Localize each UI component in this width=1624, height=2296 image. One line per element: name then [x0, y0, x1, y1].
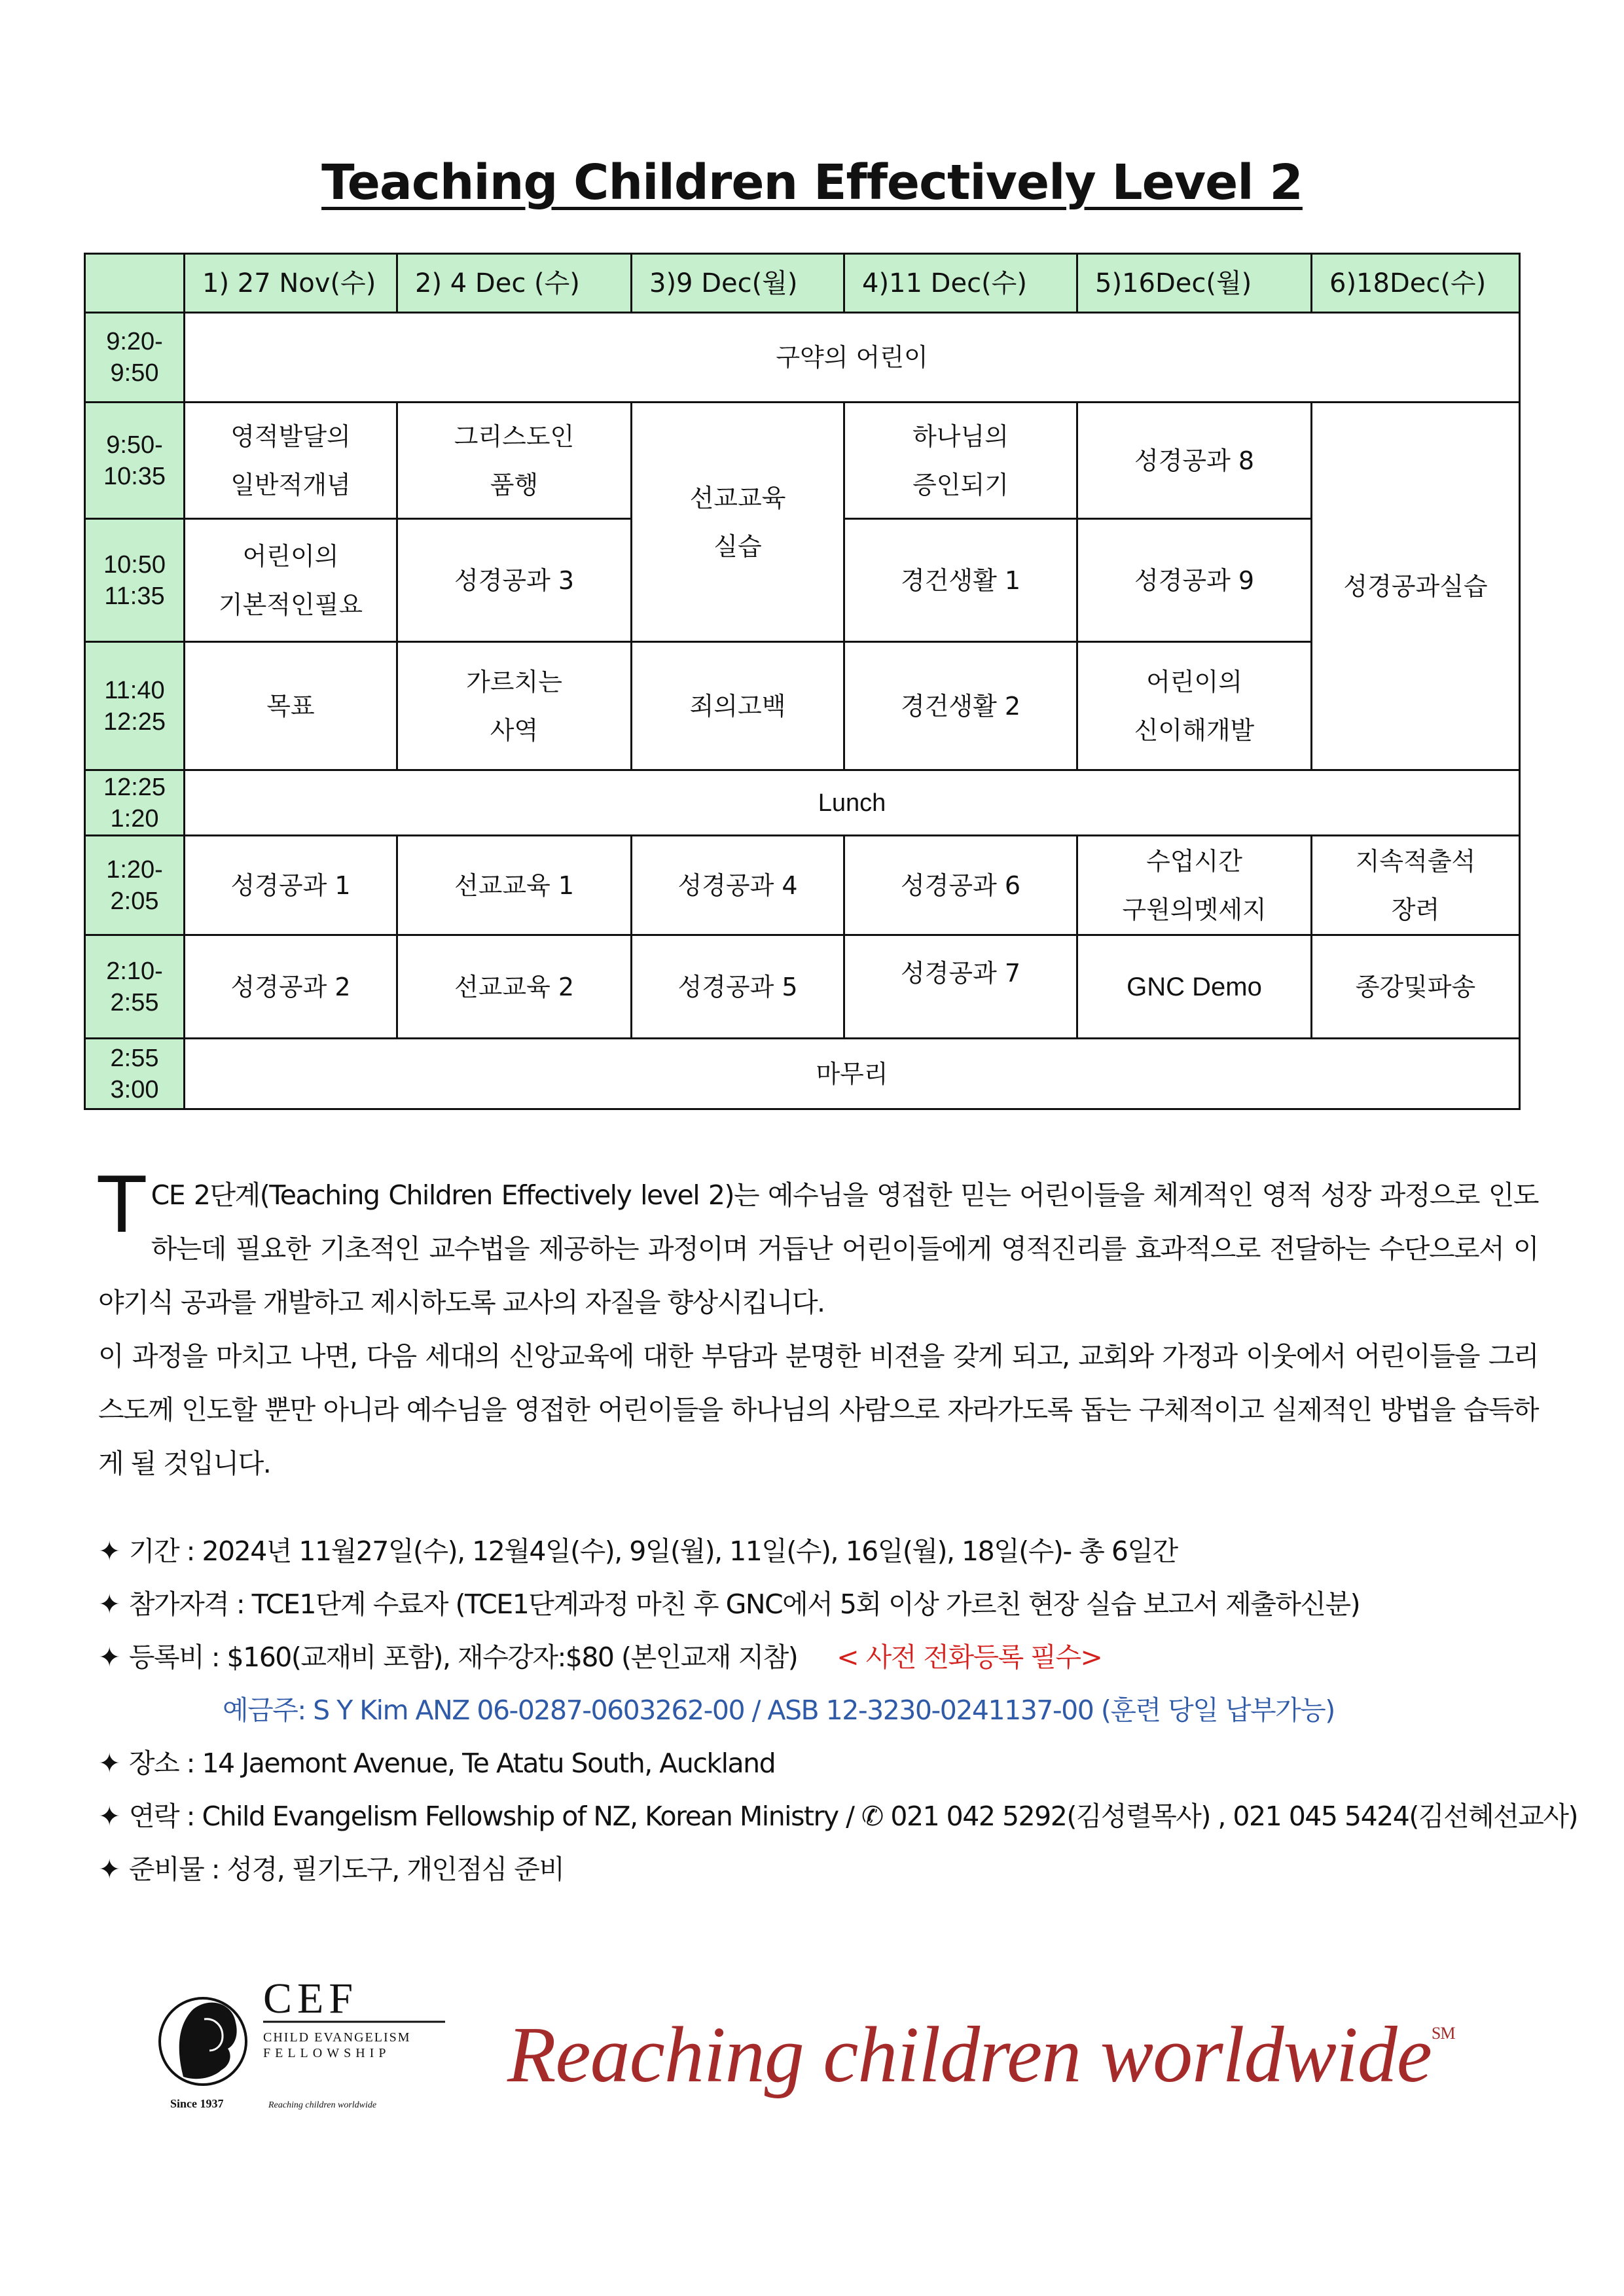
info-text: 연락 : Child Evangelism Fellowship of NZ, Korean Ministry / ✆ 021 042 5292(김성렬목사) , 021 045 5424(김선혜선교사): [128, 1801, 1578, 1832]
slogan: [507, 2009, 1455, 2101]
session-cell: 성경공과 1: [185, 836, 397, 935]
star-bullet-icon: ✦: [98, 1748, 120, 1779]
session-cell: 종강및파송: [1312, 935, 1520, 1039]
day-header: 6)18Dec(수): [1312, 254, 1520, 313]
page-title: Teaching Children Effectively Level 2: [321, 154, 1303, 211]
day-header: 2) 4 Dec (수): [397, 254, 632, 313]
star-bullet-icon: ✦: [98, 1854, 120, 1885]
time-cell: 1:20- 2:05: [85, 836, 185, 935]
time-cell: 9:20- 9:50: [85, 313, 185, 403]
info-text: 참가자격 : TCE1단계 수료자 (TCE1단계과정 마친 후 GNC에서 5회 이상 가르친 현장 실습 보고서 제출하신분): [128, 1588, 1360, 1620]
session-cell: 성경공과 9: [1077, 519, 1312, 642]
star-bullet-icon: ✦: [98, 1535, 120, 1567]
star-bullet-icon: ✦: [98, 1641, 120, 1673]
session-cell: 성경공과 5: [632, 935, 844, 1039]
session-cell: 가르치는 사역: [397, 642, 632, 770]
registration-note: < 사전 전화등록 필수>: [837, 1641, 1102, 1673]
session-cell: GNC Demo: [1077, 935, 1312, 1039]
day-header: 4)11 Dec(수): [844, 254, 1077, 313]
closing-cell: 마무리: [185, 1039, 1520, 1109]
schedule-row: [85, 770, 1520, 836]
schedule-row: [85, 935, 1520, 1039]
info-item-period: [98, 1525, 1538, 1578]
description-paragraph: 이 과정을 마치고 나면, 다음 세대의 신앙교육에 대한 부담과 분명한 비젼을 갖게 되고, 교회와 가정과 이웃에서 어린이들을 그리스도께 인도할 뿐만 아니라 예수님을 영접한 어린이들을 하나님의 사람으로 자라가도록 돕는 구체적이고 실제적인 방법을 습득하게 될 것입니다.: [98, 1340, 1538, 1479]
cef-logo: [157, 1973, 458, 2124]
description-text: CE 2단계(Teaching Children Effectively level 2)는 예수님을 영접한 믿는 어린이들을 체계적인 영적 성장 과정으로 인도하는데 필요한 기초적인 교수법을 제공하는 과정이며 거듭난 어린이들에게 영적진리를 효과적으로 전달하는 수단으로서 이야기식 공과를 개발하고 제시하도록 교사의 자질을 향상시킵니다.: [98, 1179, 1538, 1318]
schedule-row: [85, 642, 1520, 770]
info-item-place: [98, 1737, 1538, 1790]
session-cell: 선교교육 2: [397, 935, 632, 1039]
session-cell: 성경공과 4: [632, 836, 844, 935]
slogan-text: Reaching children worldwide: [507, 2011, 1432, 2099]
star-bullet-icon: ✦: [98, 1588, 120, 1620]
day-header: 1) 27 Nov(수): [185, 254, 397, 313]
session-cell: 성경공과 6: [844, 836, 1077, 935]
corner-cell: [85, 254, 185, 313]
day-header: 3)9 Dec(월): [632, 254, 844, 313]
star-bullet-icon: ✦: [98, 1801, 120, 1832]
lunch-cell: Lunch: [185, 770, 1520, 836]
drop-cap: T: [98, 1160, 145, 1250]
session-cell: 영적발달의 일반적개념: [185, 403, 397, 519]
info-text: 장소 : 14 Jaemont Avenue, Te Atatu South, Auckland: [128, 1748, 776, 1779]
session-cell: 그리스도인 품행: [397, 403, 632, 519]
session-cell: 죄의고백: [632, 642, 844, 770]
info-item-supplies: [98, 1843, 1538, 1896]
schedule-header-row: [85, 254, 1520, 313]
info-item-contact: [98, 1790, 1578, 1843]
course-description: [98, 1160, 1538, 1490]
logo-since: Since 1937: [170, 2097, 224, 2110]
logo-line1: CHILD EVANGELISM: [263, 2030, 411, 2045]
session-cell: 어린이의 신이해개발: [1077, 642, 1312, 770]
description-paragraph: [98, 1160, 1538, 1329]
session-cell: 수업시간 구원의멧세지: [1077, 836, 1312, 935]
schedule-row: [85, 313, 1520, 403]
info-list: [98, 1525, 1578, 1896]
time-cell: 10:50 11:35: [85, 519, 185, 642]
logo-tag: Reaching children worldwide: [268, 2100, 377, 2110]
info-text: 기간 : 2024년 11월27일(수), 12월4일(수), 9일(월), 11일(수), 16일(월), 18일(수)- 총 6일간: [128, 1535, 1178, 1567]
session-cell: 어린이의 기본적인필요: [185, 519, 397, 642]
session-cell: 성경공과 2: [185, 935, 397, 1039]
info-item-qualification: [98, 1578, 1538, 1631]
bank-account: 예금주: S Y Kim ANZ 06-0287-0603262-00 / ASB 12-3230-0241137-00 (훈련 당일 납부가능): [223, 1695, 1335, 1726]
session-cell: 경건생활 2: [844, 642, 1077, 770]
service-mark: SM: [1431, 2024, 1455, 2043]
session-cell: 선교교육 1: [397, 836, 632, 935]
info-item-fee: [98, 1631, 1538, 1684]
time-cell: 2:55 3:00: [85, 1039, 185, 1109]
session-cell: 선교교육 실습: [632, 403, 844, 642]
schedule-row: [85, 403, 1520, 519]
schedule-table: [84, 253, 1521, 1110]
session-cell: 성경공과 8: [1077, 403, 1312, 519]
time-cell: 2:10- 2:55: [85, 935, 185, 1039]
day-header: 5)16Dec(월): [1077, 254, 1312, 313]
session-cell: 지속적출석 장려: [1312, 836, 1520, 935]
time-cell: 9:50- 10:35: [85, 403, 185, 519]
logo-initials: CEF: [263, 1975, 359, 2022]
session-cell: 목표: [185, 642, 397, 770]
time-cell: 11:40 12:25: [85, 642, 185, 770]
time-cell: 12:25 1:20: [85, 770, 185, 836]
session-cell: 구약의 어린이: [185, 313, 1520, 403]
session-cell: 하나님의 증인되기: [844, 403, 1077, 519]
session-cell: 성경공과 3: [397, 519, 632, 642]
session-cell: 경건생활 1: [844, 519, 1077, 642]
schedule-row: [85, 836, 1520, 935]
schedule-row: [85, 1039, 1520, 1109]
info-text: 등록비 : $160(교재비 포함), 재수강자:$80 (본인교재 지참): [128, 1641, 798, 1673]
info-text: 준비물 : 성경, 필기도구, 개인점심 준비: [128, 1854, 564, 1885]
logo-line2: FELLOWSHIP: [263, 2046, 391, 2060]
cef-emblem-icon: [157, 1973, 458, 2124]
session-cell: 성경공과 7: [844, 935, 1077, 1039]
session-cell: 성경공과실습: [1312, 403, 1520, 770]
